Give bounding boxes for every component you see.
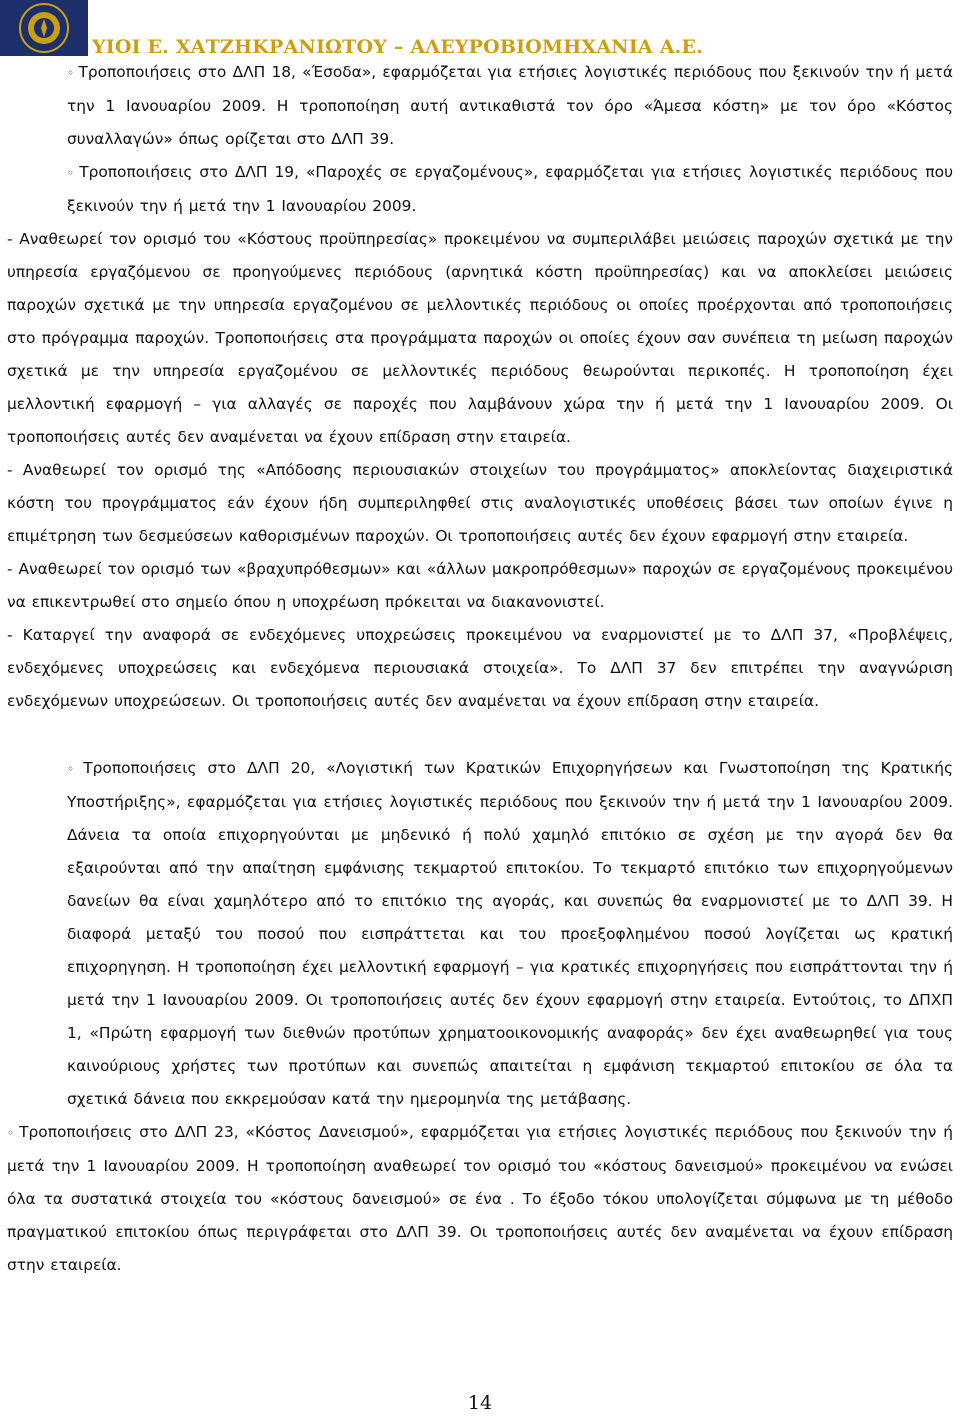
document-body bbox=[7, 56, 953, 1282]
page-header bbox=[0, 0, 960, 56]
spacer bbox=[7, 718, 953, 752]
bullet-icon: ◦ bbox=[7, 1126, 16, 1140]
bullet-icon: ◦ bbox=[67, 762, 80, 776]
page-number: 14 bbox=[467, 1392, 493, 1414]
bullet-icon: ◦ bbox=[67, 66, 75, 80]
paragraph-contingent-liabilities: - Καταργεί την αναφορά σε ενδεχόμενες υποχρεώσεις προκειμένου να εναρμονιστεί με το ΔΛΠ 37, «Προβλέψεις, ενδεχόμενες υποχρεώσεις και ενδεχόμενα περιουσιακά στοιχεία». Το ΔΛΠ 37 δεν επιτρέπει την αναγνώριση ενδεχόμενων υποχρεώσεων. Οι τροποποιήσεις αυτές δεν αναμένεται να έχουν επίδραση στην εταιρεία. bbox=[7, 626, 953, 710]
bullet-icon: ◦ bbox=[67, 166, 76, 180]
paragraph-ias18: ◦ Τροποποιήσεις στο ΔΛΠ 18, «Έσοδα», εφαρμόζεται για ετήσιες λογιστικές περιόδους που ξεκινούν την ή μετά την 1 Ιανουαρίου 2009. Η τροποποίηση αυτή αντικαθιστά τον όρο «Άμεσα κόστη» με τον όρο «Κόστος συναλλαγών» όπως ορίζεται στο ΔΛΠ 39. bbox=[67, 63, 954, 148]
paragraph-past-service-cost: - Αναθεωρεί τον ορισμό του «Κόστους προϋπηρεσίας» προκειμένου να συμπεριλάβει μειώσεις παροχών σχετικά με την υπηρεσία εργαζόμενου σε προηγούμενες περιόδους (αρνητικά κόστη προϋπηρεσίας) και να αποκλείσει μειώσεις παροχών σχετικά με την υπηρεσία εργαζομένου σε μελλοντικές περιόδους οι οποίες προέρχονται από τροποποιήσεις στο πρόγραμμα παροχών. Τροποποιήσεις στα προγράμματα παροχών οι οποίες έχουν σαν συνέπεια τη μείωση παροχών σχετικά με την υπηρεσία εργαζομένου σε μελλοντικές περιόδους θεωρούνται περικοπές. Η τροποποίηση έχει μελλοντική εφαρμογή – για αλλαγές σε παροχές που λαμβάνουν χώρα την ή μετά την 1 Ιανουαρίου 2009. Οι τροποποιήσεις αυτές δεν αναμένεται να έχουν επίδραση στην εταιρεία. bbox=[7, 230, 953, 446]
paragraph-ias20: ◦ Τροποποιήσεις στο ΔΛΠ 20, «Λογιστική των Κρατικών Επιχορηγήσεων και Γνωστοποίηση της Κρατικής Υποστήριξης», εφαρμόζεται για ετήσιες λογιστικές περιόδους που ξεκινούν την ή μετά την 1 Ιανουαρίου 2009. Δάνεια τα οποία επιχορηγούνται με μηδενικό ή πολύ χαμηλό επιτόκιο σε σχέση με την αγορά δεν θα εξαιρούνται από την απαίτηση εμφάνισης τεκμαρτού επιτοκίου. Το τεκμαρτό επιτόκιο των επιχορηγούμενων δανείων θα είναι χαμηλότερο από το επιτόκιο της αγοράς, και συνεπώς θα εναρμονιστεί με το ΔΛΠ 39. Η διαφορά μεταξύ του ποσού που εισπράττεται και του προεξοφλημένου ποσού λογίζεται ως κρατική επιχορηγηση. Η τροποποίηση έχει μελλοντική εφαρμογή – για κρατικές επιχορηγήσεις που εισπράττονται την ή μετά την 1 Ιανουαρίου 2009. Οι τροποποιήσεις αυτές δεν έχουν εφαρμογή στην εταιρεία. Εντούτοις, το ΔΠΧΠ 1, «Πρώτη εφαρμογή των διεθνών προτύπων χρηματοοικονομικής αναφοράς» δεν έχει αναθεωρηθεί για τους καινούριους χρήστες των προτύπων και συνεπώς απαιτείται η εμφάνιση τεκμαρτού επιτοκίου σε όλα τα σχετικά δάνεια που εκκρεμούσαν κατά την ημερομηνία της μετάβασης. bbox=[67, 759, 954, 1108]
company-logo bbox=[0, 0, 88, 56]
paragraph-ias19: ◦ Τροποποιήσεις στο ΔΛΠ 19, «Παροχές σε εργαζομένους», εφαρμόζεται για ετήσιες λογιστικές περιόδους που ξεκινούν την ή μετά την 1 Ιανουαρίου 2009. bbox=[67, 163, 954, 215]
paragraph-plan-assets-return: - Αναθεωρεί τον ορισμό της «Απόδοσης περιουσιακών στοιχείων του προγράμματος» αποκλείοντας διαχειριστικά κόστη του προγράμματος εάν έχουν ήδη συμπεριληφθεί στις αναλογιστικές υποθέσεις βάσει των οποίων έγινε η επιμέτρηση των δεσμεύσεων καθορισμένων παροχών. Οι τροποποιήσεις αυτές δεν έχουν εφαρμογή στην εταιρεία. bbox=[7, 461, 953, 545]
paragraph-ias23: ◦ Τροποποιήσεις στο ΔΛΠ 23, «Κόστος Δανεισμού», εφαρμόζεται για ετήσιες λογιστικές περιόδους που ξεκινούν την ή μετά την 1 Ιανουαρίου 2009. Η τροποποίηση αναθεωρεί τον ορισμό του «κόστους δανεισμού» προκειμένου να ενώσει όλα τα συστατικά στοιχεία του «κόστους δανεισμού» σε ένα . Το έξοδο τόκου υπολογίζεται σύμφωνα με τη μέθοδο πραγματικού επιτοκίου όπως περιγράφεται στο ΔΛΠ 39. Οι τροποποιήσεις αυτές δεν αναμένεται να έχουν επίδραση στην εταιρεία. bbox=[7, 1123, 954, 1274]
paragraph-short-term-benefits: - Αναθεωρεί τον ορισμό των «βραχυπρόθεσμων» και «άλλων μακροπρόθεσμων» παροχών σε εργαζομένους προκειμένου να επικεντρωθεί στο σημείο όπου η υποχρέωση πρόκειται να διακανονιστεί. bbox=[7, 560, 953, 611]
company-name: ΥΙΟΙ Ε. ΧΑΤΖΗΚΡΑΝΙΩΤΟΥ – ΑΛΕΥΡΟΒΙΟΜΗΧΑΝΙΑ Α.Ε. bbox=[92, 36, 703, 58]
